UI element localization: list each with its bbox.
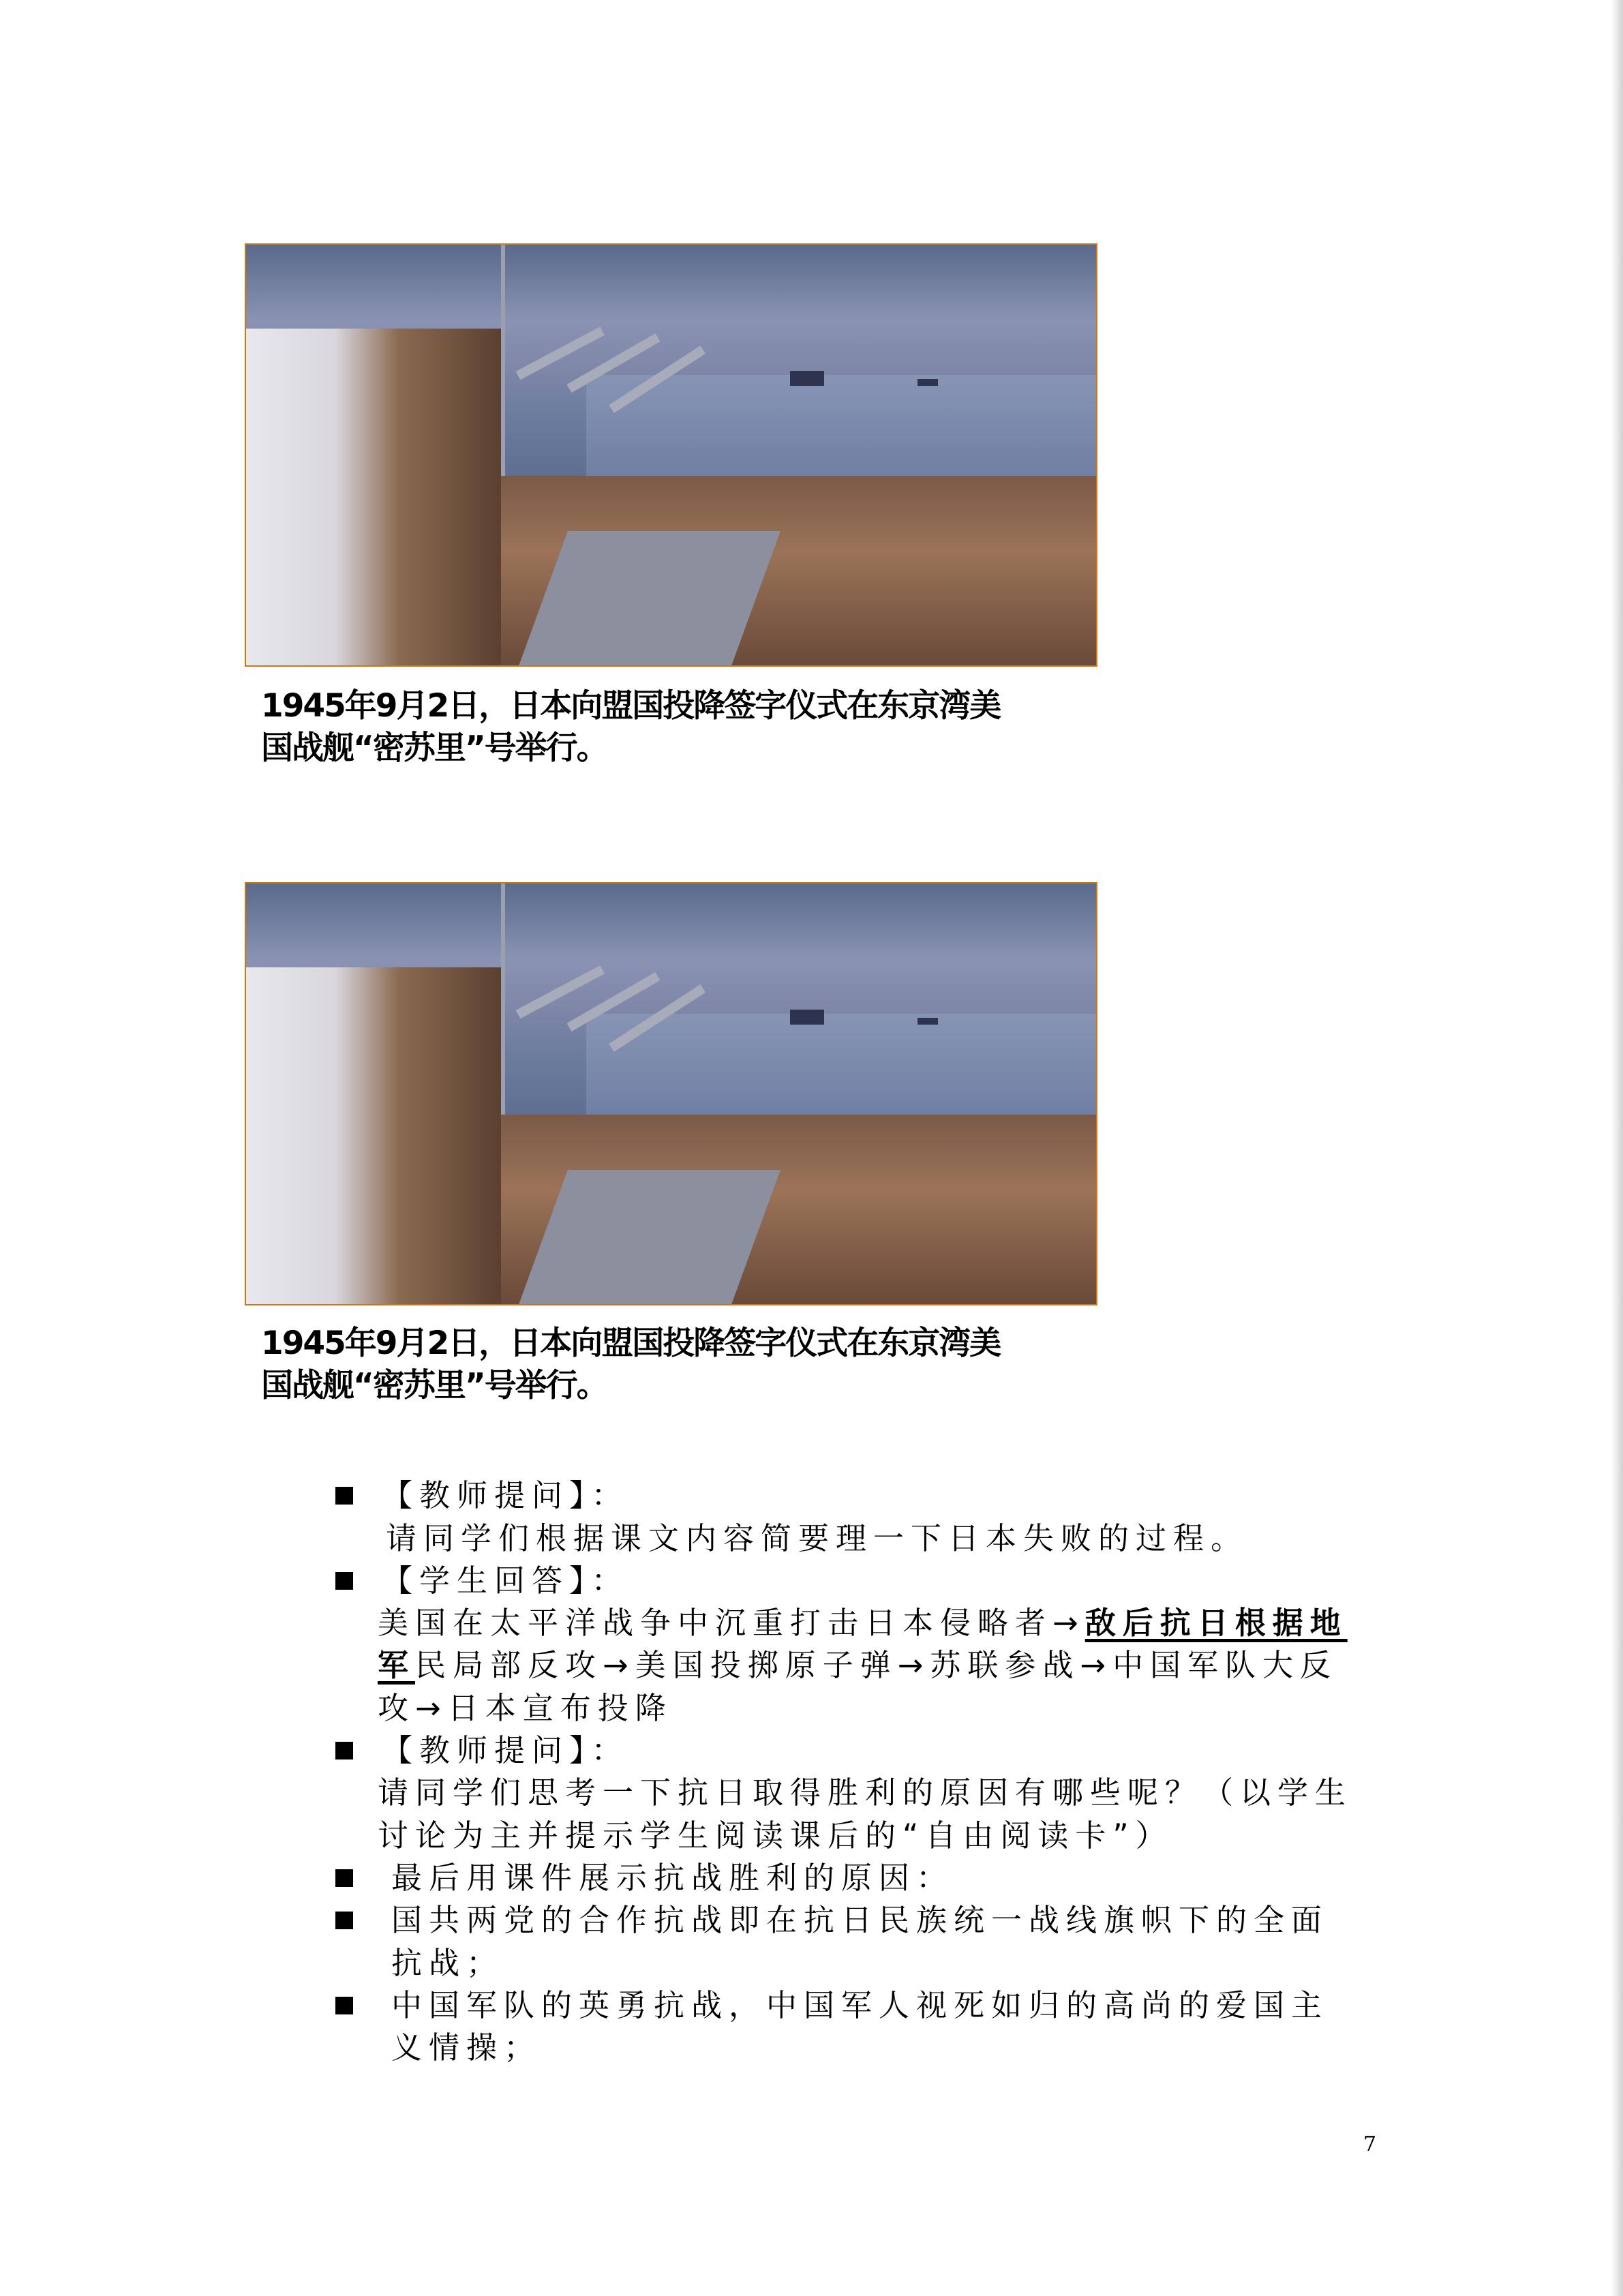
figure-caption: 1945年9月2日，日本向盟国投降签字仪式在东京湾美 国战舰“密苏里”号举行。: [261, 1325, 1001, 1404]
list-text: 国共两党的合作抗战即在抗日民族统一战线旗帜下的全面: [391, 1902, 1329, 1938]
list-text: 美国在太平洋战争中沉重打击日本侵略者→敌后抗日根据地: [378, 1605, 1348, 1641]
bullet-icon: [335, 1997, 353, 2014]
list-text: 最后用课件展示抗战胜利的原因：: [391, 1860, 954, 1896]
bullet-icon: [335, 1572, 353, 1590]
list-text: 抗战；: [391, 1945, 504, 1981]
list-text: 义情操；: [391, 2029, 542, 2066]
figure-caption: 1945年9月2日，日本向盟国投降签字仪式在东京湾美 国战舰“密苏里”号举行。: [261, 687, 1001, 767]
list-text: 请同学们思考一下抗日取得胜利的原因有哪些呢？（以学生: [378, 1774, 1353, 1811]
list-text: 请同学们根据课文内容简要理一下日本失败的过程。: [386, 1520, 1249, 1556]
bullet-icon: [335, 1742, 353, 1759]
list-text: 讨论为主并提示学生阅读课后的“自由阅读卡”）: [378, 1817, 1173, 1854]
list-text: 攻→日本宣布投降: [378, 1690, 673, 1726]
bullet-icon: [335, 1487, 353, 1505]
list-text: 中国军队的英勇抗战，中国军人视死如归的高尚的爱国主: [391, 1987, 1329, 2023]
surrender-ceremony-photo: [245, 882, 1097, 1305]
surrender-ceremony-photo: [245, 243, 1097, 667]
list-heading: 【教师提问】：: [382, 1732, 629, 1768]
list-heading: 【学生回答】：: [382, 1562, 629, 1599]
bullet-icon: [335, 1912, 353, 1929]
bullet-icon: [335, 1869, 353, 1887]
page-edge: [1611, 0, 1623, 2296]
page-number: 7: [1363, 2132, 1377, 2156]
list-text: 军民局部反攻→美国投掷原子弹→苏联参战→中国军队大反: [378, 1647, 1338, 1683]
list-heading: 【教师提问】：: [382, 1477, 629, 1513]
